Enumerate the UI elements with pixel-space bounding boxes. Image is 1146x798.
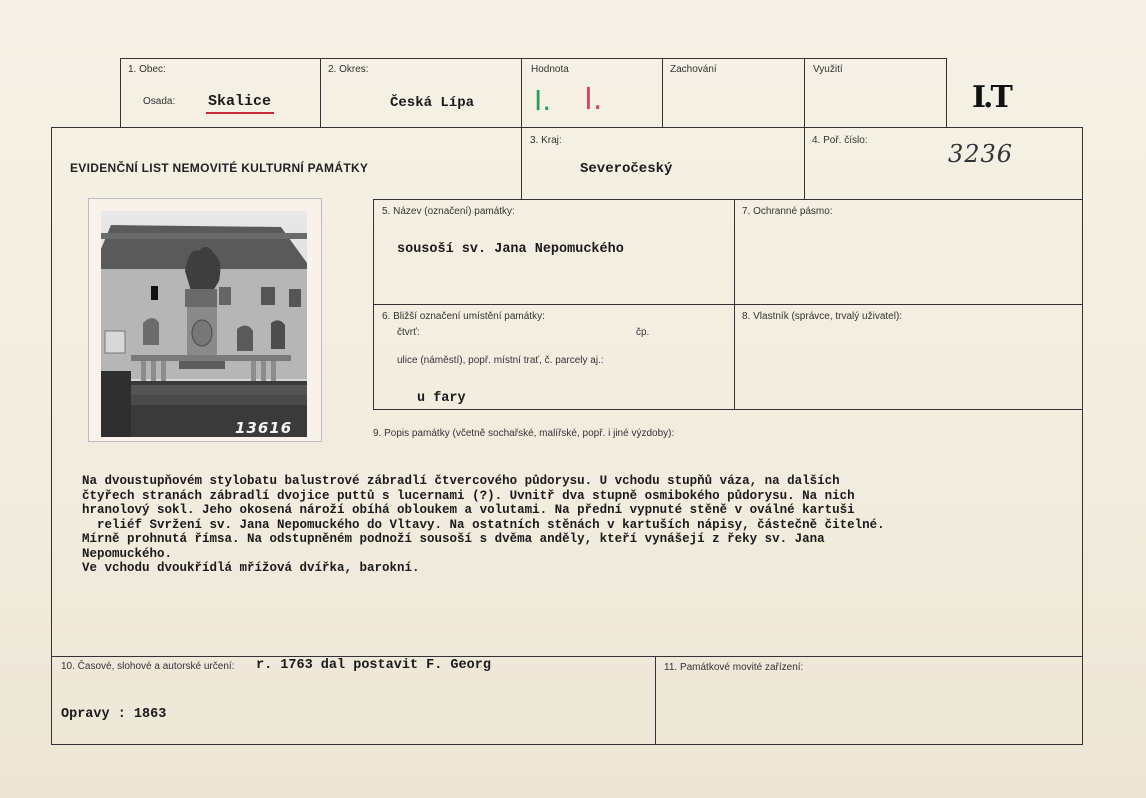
popis-label: 9. Popis památky (včetně sochařské, malířské, popř. i jiné výzdoby): [373,428,675,439]
casove-value: r. 1763 dal postavit F. Georg [256,658,491,673]
kraj-value: Severočeský [580,161,673,177]
popis-line: čtyřech stranách zábradlí dvojice puttů s lucernami (?). Uvnitř dva stupně osmibokého půdorysu. Na nich [82,488,855,503]
photo-frame [88,198,322,442]
umisteni-label: 6. Bližší označení umístění památky: [382,311,545,322]
cp-label: čp. [636,327,650,338]
popis-line: hranolový sokl. Jeho okosená nároží obíhá obloukem a volutami. Na přední vypnuté stěně v oválné kartuši [82,503,855,517]
vlastnik-label: 8. Vlastník (správce, trvalý uživatel): [742,311,903,322]
okres-label: 2. Okres: [328,64,369,75]
popis-line: reliéf Svržení sv. Jana Nepomuckého do Vltavy. Na ostatních stěnách v kartuších nápisy, částečně čitelné. [82,517,885,532]
photo-number: 13616 [235,419,293,437]
hodnota-label: Hodnota [531,64,569,75]
page-title: EVIDENČNÍ LIST NEMOVITÉ KULTURNÍ PAMÁTKY [70,161,369,175]
por-cislo-value: 3236 [948,140,1014,168]
popis-line: Ve vchodu dvoukřídlá mřížová dvířka, barokní. [82,561,420,575]
opravy-value: Opravy : 1863 [61,707,167,722]
nazev-value: sousoší sv. Jana Nepomuckého [397,242,624,257]
monument-photo [101,211,307,437]
umisteni-value: u fary [417,391,466,406]
ochranne-pasmo-label: 7. Ochranné pásmo: [742,206,833,217]
zachovani-label: Zachování [670,64,717,75]
kraj-label: 3. Kraj: [530,135,562,146]
osada-value: Skalice [208,93,272,110]
nazev-label: 5. Název (označení) památky: [382,206,515,217]
hodnota-mark-red: I. [584,82,603,117]
osada-label: Osada: [143,96,176,107]
ctvrt-label: čtvrť: [397,327,420,338]
popis-text [82,474,1092,576]
por-cislo-label: 4. Poř. číslo: [812,135,868,146]
vyuziti-label: Využití [813,64,843,75]
popis-line: Nepomuckého. [82,546,173,561]
popis-line: Mírně prohnutá římsa. Na odstupněném podnoží sousoší s dvěma anděly, kteří vynášejí z řeky sv. Jana [82,532,825,546]
osada-underline [206,112,274,114]
popis-line: Na dvoustupňovém stylobatu balustrové zábradlí čtvercového půdorysu. U vchodu stupňů váza, na dalších [82,474,840,488]
ulice-label: ulice (náměstí), popř. místní trať, č. parcely aj.: [397,355,604,366]
obec-label: 1. Obec: [128,64,166,75]
casove-label: 10. Časové, slohové a autorské určení: [61,661,235,672]
corner-mark: I.T [972,80,1010,115]
hodnota-mark-green: I. [534,84,552,117]
movite-label: 11. Památkové movité zařízení: [664,662,804,673]
okres-value: Česká Lípa [390,95,475,111]
